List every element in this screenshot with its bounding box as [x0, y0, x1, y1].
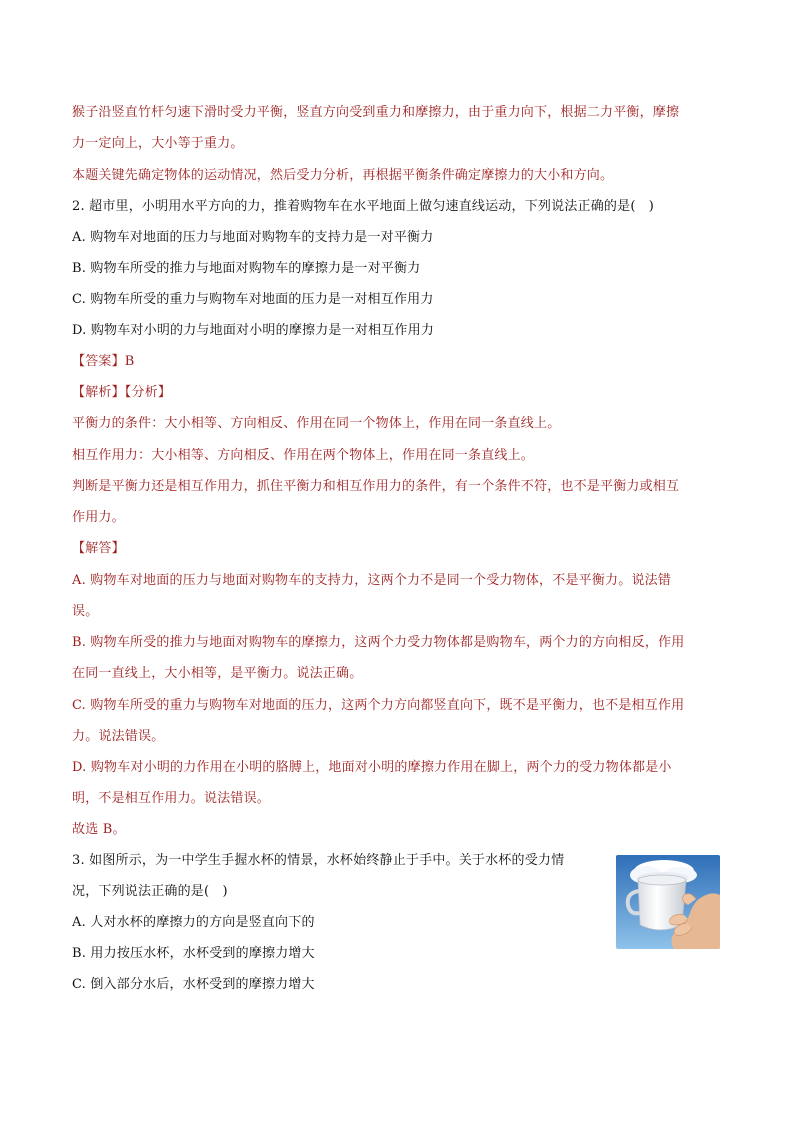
question-2-option-d: D. 购物车对小明的力与地面对小明的摩擦力是一对相互作用力 — [72, 323, 435, 338]
solution-line: C. 购物车所受的重力与购物车对地面的压力，这两个力方向都竖直向下，既不是平衡力，也不是相互作用 — [72, 698, 685, 713]
solution-line: D. 购物车对小明的力作用在小明的胳膊上，地面对小明的摩擦力作用在脚上，两个力的受力物体都是小 — [72, 760, 672, 775]
question-2-option-b: B. 购物车所受的推力与地面对购物车的摩擦力是一对平衡力 — [72, 261, 421, 276]
question-3-option-b: B. 用力按压水杯，水杯受到的摩擦力增大 — [72, 946, 315, 961]
question-2-stem: 2. 超市里，小明用水平方向的力，推着购物车在水平地面上做匀速直线运动，下列说法正确的是( ) — [72, 199, 655, 214]
solution-line: 误。 — [72, 604, 99, 619]
analysis-line: 力一定向上，大小等于重力。 — [72, 136, 244, 151]
analysis-line: 平衡力的条件：大小相等、方向相反、作用在同一个物体上，作用在同一条直线上。 — [72, 416, 561, 431]
solution-line: 明，不是相互作用力。说法错误。 — [72, 791, 271, 806]
solution-line: 在同一直线上，大小相等，是平衡力。说法正确。 — [72, 666, 363, 681]
question-3-option-a: A. 人对水杯的摩擦力的方向是竖直向下的 — [72, 915, 315, 930]
solution-line: 力。说法错误。 — [72, 729, 165, 744]
analysis-line: 判断是平衡力还是相互作用力，抓住平衡力和相互作用力的条件，有一个条件不符，也不是平衡力或相互 — [72, 479, 680, 494]
conclusion-line: 故选 B。 — [72, 822, 126, 837]
analysis-line: 作用力。 — [72, 510, 125, 525]
question-3-option-c: C. 倒入部分水后，水杯受到的摩擦力增大 — [72, 977, 315, 992]
cup-in-hand-illustration — [616, 855, 720, 949]
answer-label: 【答案】B — [72, 354, 135, 369]
question-3-stem: 况，下列说法正确的是( ) — [72, 884, 228, 899]
analysis-heading: 【解析】【分析】 — [72, 385, 172, 400]
solution-line: A. 购物车对地面的压力与地面对购物车的支持力，这两个力不是同一个受力物体，不是平衡力。说法错 — [72, 573, 672, 588]
solution-heading: 【解答】 — [72, 541, 125, 556]
analysis-line: 本题关键先确定物体的运动情况，然后受力分析，再根据平衡条件确定摩擦力的大小和方向。 — [72, 168, 614, 183]
question-3-stem: 3. 如图所示，为一中学生手握水杯的情景，水杯始终静止于手中。关于水杯的受力情 — [72, 853, 565, 868]
question-2-option-a: A. 购物车对地面的压力与地面对购物车的支持力是一对平衡力 — [72, 230, 434, 245]
analysis-line: 猴子沿竖直竹杆匀速下滑时受力平衡，竖直方向受到重力和摩擦力，由于重力向下，根据二力平衡，摩擦 — [72, 105, 680, 120]
solution-line: B. 购物车所受的推力与地面对购物车的摩擦力，这两个力受力物体都是购物车，两个力的方向相反，作用 — [72, 635, 685, 650]
question-2-option-c: C. 购物车所受的重力与购物车对地面的压力是一对相互作用力 — [72, 292, 434, 307]
cup-in-hand-photo — [616, 855, 720, 949]
analysis-line: 相互作用力：大小相等、方向相反、作用在两个物体上，作用在同一条直线上。 — [72, 448, 535, 463]
